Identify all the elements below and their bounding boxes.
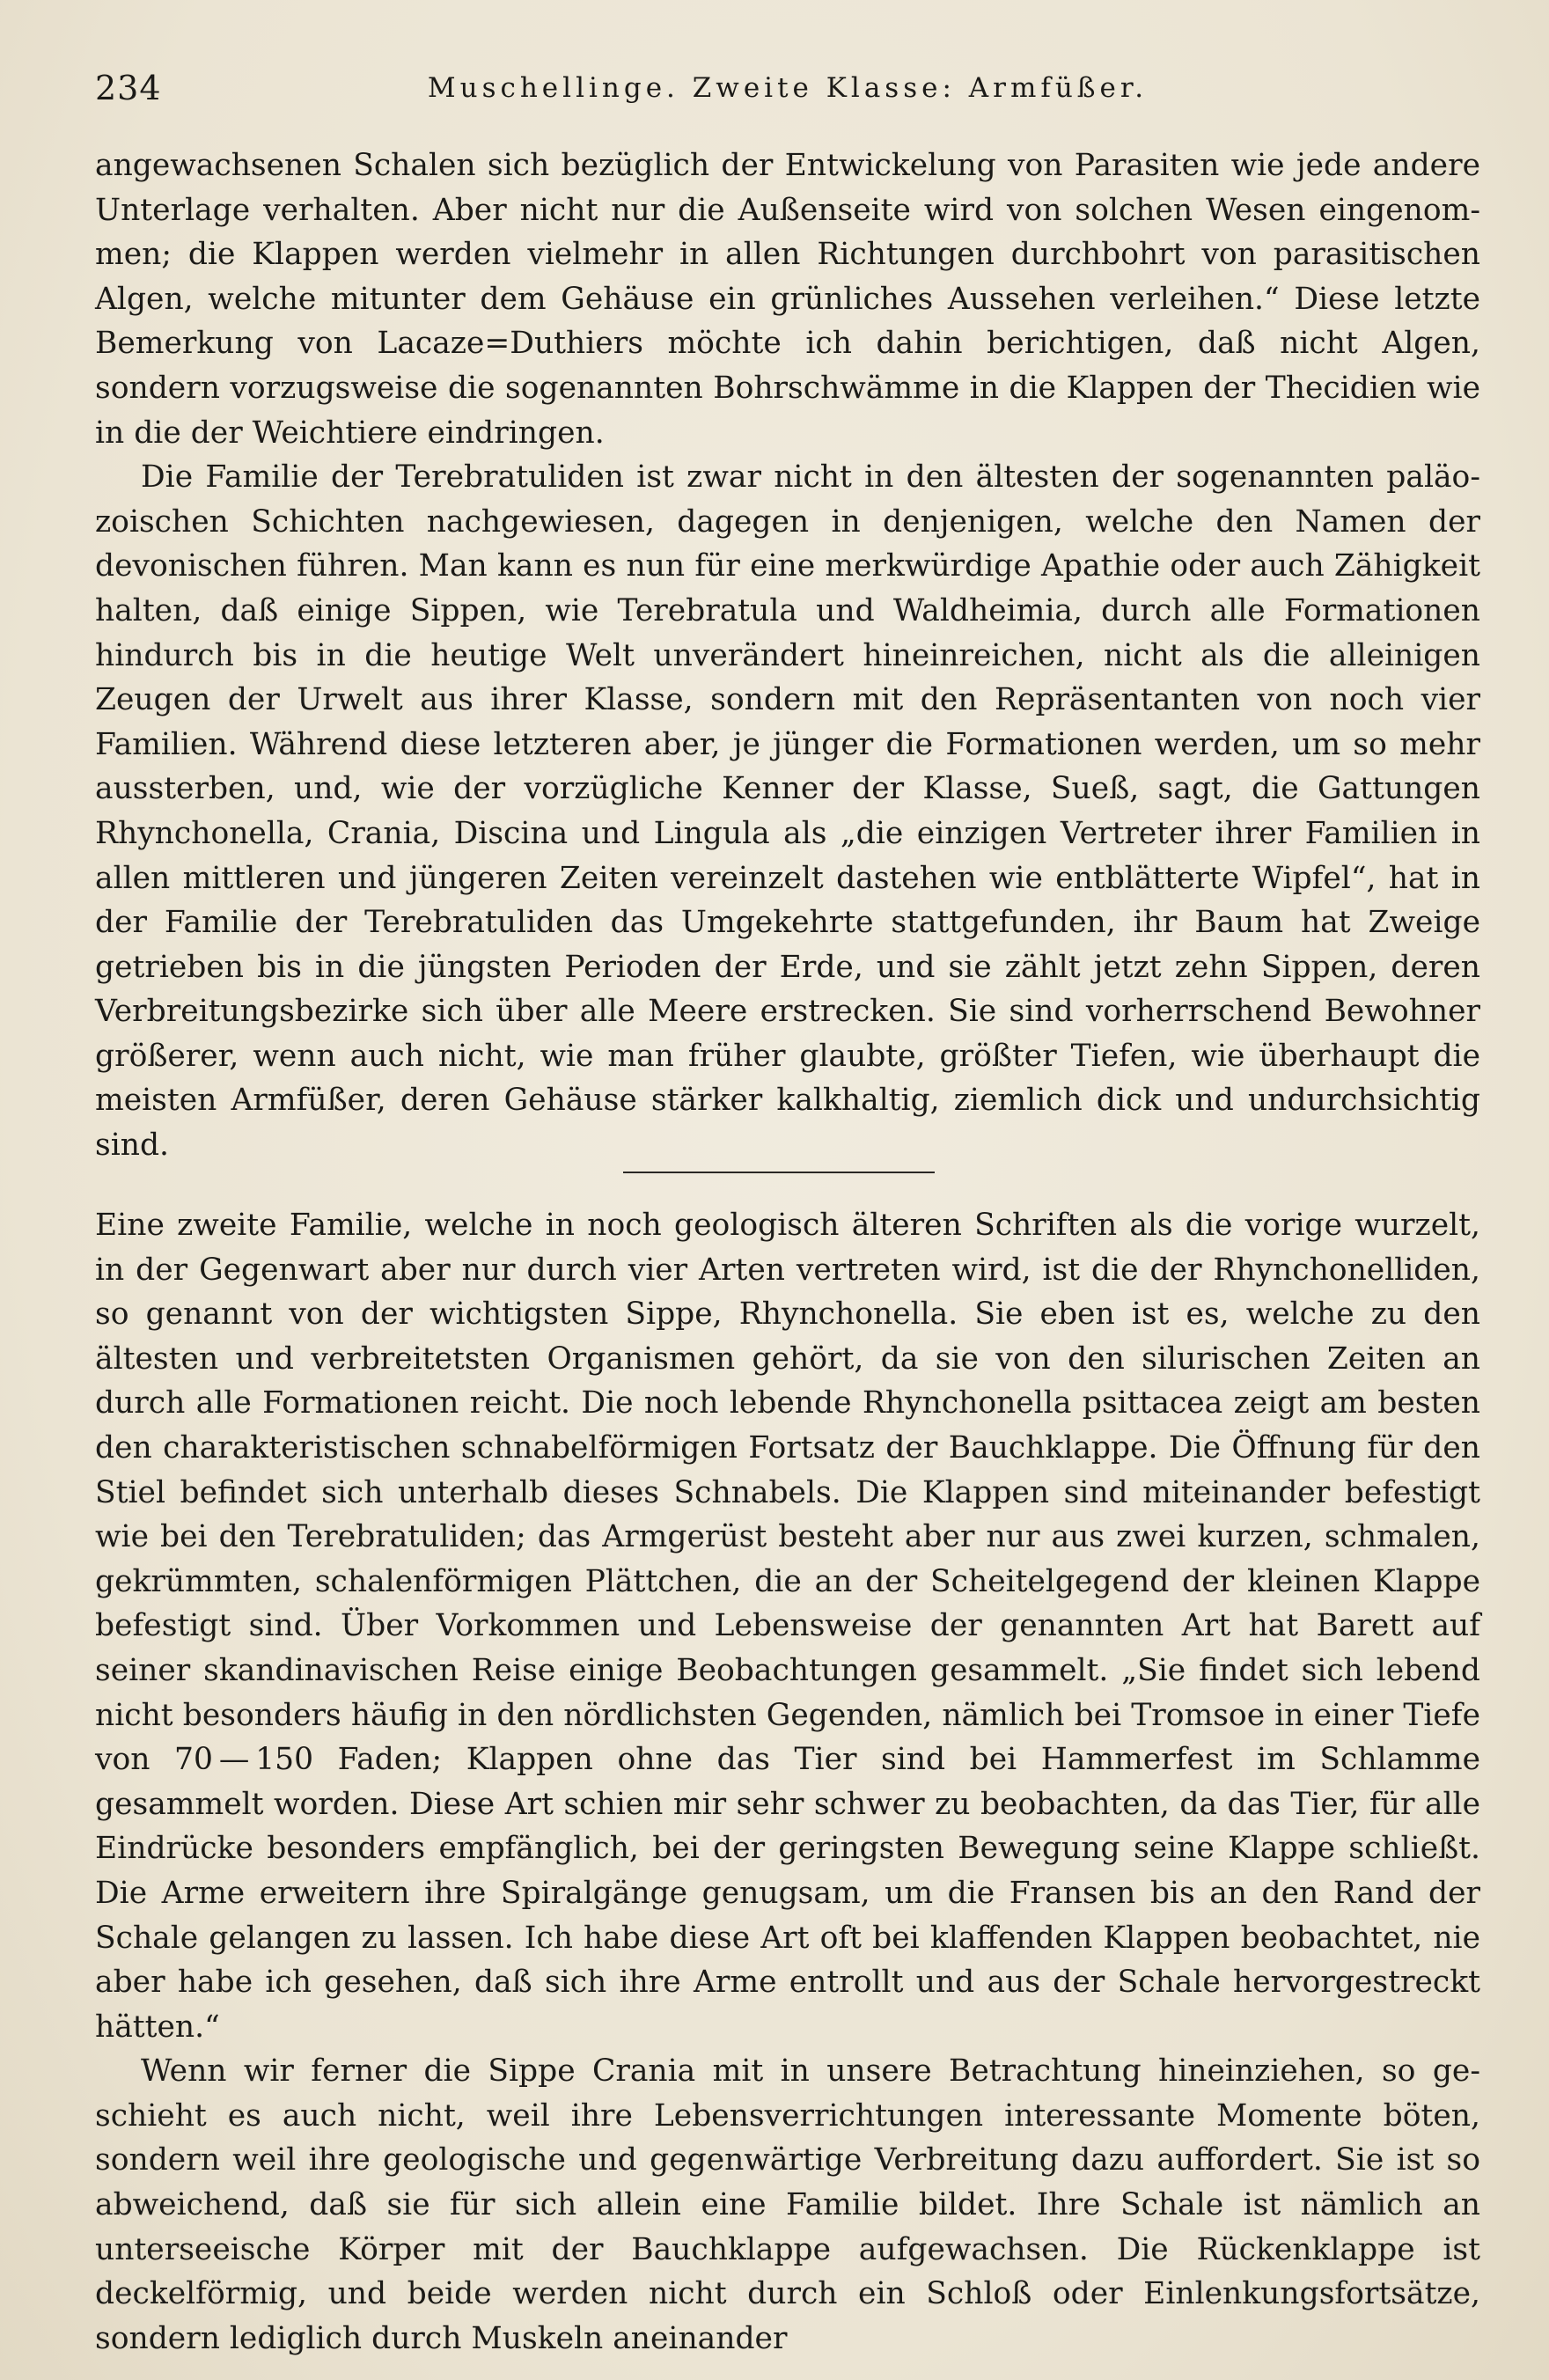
paragraph-rhynchonelliden: Eine zweite Familie, welche in noch geologisch älteren Schriften als die vorige wurzelt, in der Gegenwart aber nur durch vier Arten vertreten wird, ist die der Rhynchonelliden, so genannt von der wichtigsten Sippe, Rhynchonella. Sie eben ist es, welche zu den ältesten und verbreitetsten Organismen gehört, da sie von den silurischen Zeiten an durch alle Formationen reicht. Die noch lebende Rhynchonella psittacea zeigt am besten den charakteristischen schnabelförmigen Fortsatz der Bauchklappe. Die Öffnung für den Stiel befindet sich unterhalb dieses Schnabels. Die Klappen sind miteinander befestigt wie bei den Terebratuliden; das Armgerüst besteht aber nur aus zwei kurzen, schmalen, gekrümmten, schalenförmigen Plättchen, die an der Scheitelgegend der kleinen Klappe befestigt sind. Über Vorkommen und Lebensweise der genannten Art hat Barett auf seiner skandinavischen Reise einige Beobachtungen gesammelt. „Sie findet sich lebend nicht besonders häufig in den nördlichsten Gegenden, nämlich bei Tromsoe in einer Tiefe von 70 — 150 Faden; Klappen ohne das Tier sind bei Hammerfest im Schlamme gesammelt worden. Diese Art schien mir sehr schwer zu beobachten, da das Tier, für alle Eindrücke besonders empfänglich, bei der geringsten Bewegung seine Klappe schließt. Die Arme erweitern ihre Spiralgänge genugsam, um die Fransen bis an den Rand der Schale gelangen zu lassen. Ich habe diese Art oft bei klaffenden Klappen beobachtet, nie aber habe ich gesehen, daß sich ihre Arme entrollt und aus der Schale hervorgestreckt hätten.“ — [95, 1208, 1480, 2045]
running-title: Muschellinge. Zweite Klasse: Armfüßer. — [427, 72, 1149, 104]
paragraph-terebratuliden: Die Familie der Terebratuliden ist zwar nicht in den ältesten der sogenannten paläozoischen Schichten nachgewiesen, dagegen in denjenigen, welche den Namen der devonischen führen. Man kann es nun für eine merkwürdige Apathie oder auch Zähigkeit halten, daß einige Sippen, wie Terebratula und Waldheimia, durch alle Formationen hindurch bis in die heutige Welt unverändert hineinreichen, nicht als die alleinigen Zeugen der Urwelt aus ihrer Klasse, sondern mit den Repräsentanten von noch vier Familien. Während diese letzteren aber, je jünger die Formationen werden, um so mehr aussterben, und, wie der vorzügliche Kenner der Klasse, Sueß, sagt, die Gattungen Rhynchonella, Crania, Discina und Lingula als „die einzigen Vertreter ihrer Familien in allen mittleren und jüngeren Zeiten vereinzelt dastehen wie entblätterte Wipfel“, hat in der Familie der Terebratuliden das Umgekehrte stattgefunden, ihr Baum hat Zweige getrieben bis in die jüngsten Perioden der Erde, und sie zählt jetzt zehn Sippen, deren Verbreitungsbezirke sich über alle Meere erstrecken. Sie sind vorherrschend Bewohner größerer, wenn auch nicht, wie man früher glaubte, größter Tiefen, wie überhaupt die meisten Armfüßer, deren Gehäuse stärker kalkhaltig, ziemlich dick und undurchsichtig sind. — [95, 459, 1480, 1164]
section-divider — [623, 1172, 935, 1173]
page-header — [95, 63, 1480, 116]
page-number: 234 — [95, 69, 162, 107]
text-section-terebratuliden — [95, 143, 1480, 1168]
paragraph-continuation: angewachsenen Schalen sich bezüglich der Entwickelung von Parasiten wie jede andere Unterlage verhalten. Aber nicht nur die Außenseite wird von solchen Wesen eingenommen; die Klappen werden vielmehr in allen Richtungen durchbohrt von parasitischen Algen, welche mitunter dem Gehäuse ein grünliches Aussehen verleihen.“ Diese letzte Bemerkung von Lacaze=Duthiers möchte ich dahin berichtigen, daß nicht Algen, sondern vorzugsweise die sogenannten Bohrschwämme in die Klappen der Thecidien wie in die der Weichtiere eindringen. — [95, 148, 1480, 451]
text-section-rhynchonelliden — [95, 1203, 1480, 2361]
paragraph-crania: Wenn wir ferner die Sippe Crania mit in unsere Betrachtung hineinziehen, so geschieht es auch nicht, weil ihre Lebensverrichtungen interessante Momente böten, sondern weil ihre geologische und gegenwärtige Verbreitung dazu auffordert. Sie ist so abweichend, daß sie für sich allein eine Familie bildet. Ihre Schale ist nämlich an unterseeische Körper mit der Bauchklappe aufgewachsen. Die Rückenklappe ist deckelförmig, und beide werden nicht durch ein Schloß oder Einlenkungsfortsätze, sondern lediglich durch Muskeln aneinander — [95, 2053, 1480, 2356]
